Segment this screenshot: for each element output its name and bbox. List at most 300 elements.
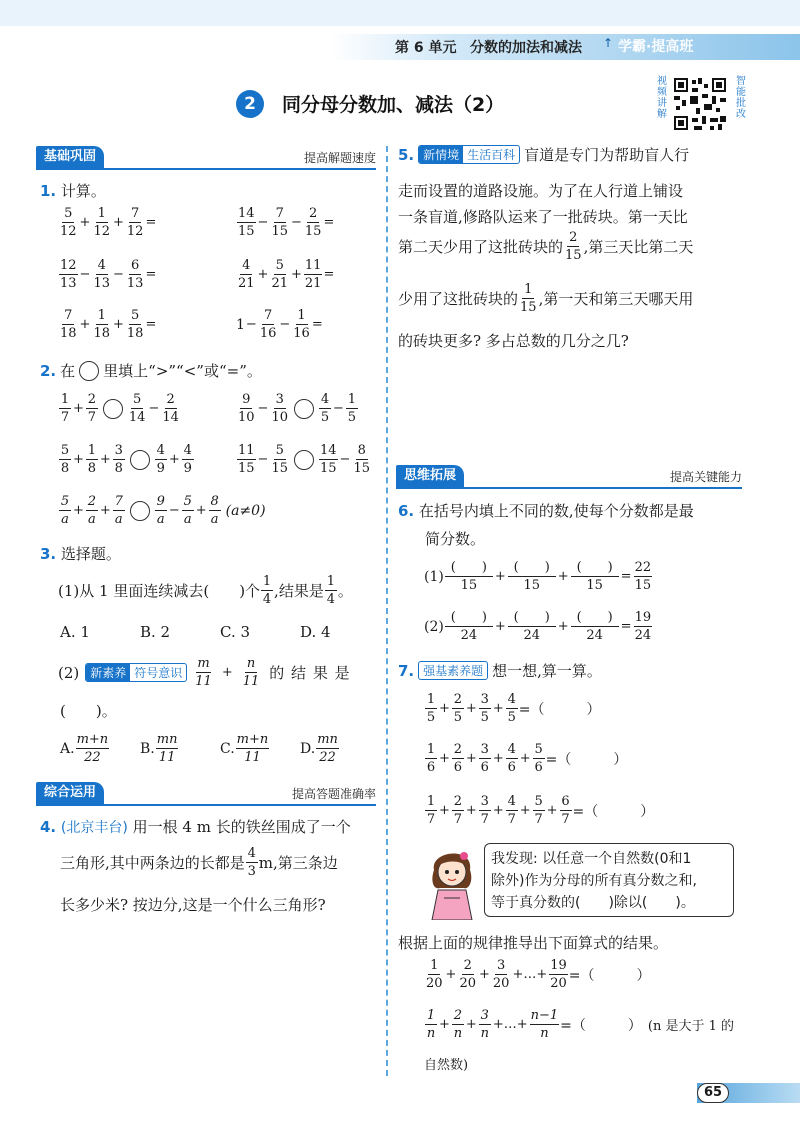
compare-circle[interactable] xyxy=(294,450,314,470)
numerator: 1 xyxy=(426,692,436,707)
answer-blank[interactable]: =（ ） xyxy=(518,701,601,718)
numerator: 14 xyxy=(320,443,337,458)
fraction xyxy=(126,258,145,291)
equals-sign: = xyxy=(311,317,323,332)
denominator: 20 xyxy=(550,976,567,991)
fraction[interactable] xyxy=(445,560,493,593)
q3-p2-option[interactable] xyxy=(140,732,179,765)
q1-text: 计算。 xyxy=(60,182,106,200)
q5-line1-text: 盲道是专门为帮助盲人行 xyxy=(524,146,690,164)
numerator: n−1 xyxy=(530,1008,559,1023)
q7-derive: 根据上面的规律推导出下面算式的结果。 xyxy=(398,934,669,952)
fraction xyxy=(237,258,256,291)
q2-comparison xyxy=(58,392,181,425)
q3-p2-option[interactable] xyxy=(220,732,270,765)
denominator: 9 xyxy=(183,461,192,476)
operator: − xyxy=(113,267,124,282)
denominator: 11 xyxy=(244,750,261,765)
answer-blank[interactable]: =（ ） xyxy=(545,751,628,768)
row-label: (2) xyxy=(424,618,444,635)
denominator: n xyxy=(426,1026,436,1041)
operator: + xyxy=(73,452,84,467)
numerator: 2 xyxy=(166,392,175,407)
denominator: 15 xyxy=(353,461,370,476)
fraction xyxy=(319,392,331,425)
operator: + xyxy=(492,701,504,716)
numerator: 2 xyxy=(87,494,97,509)
denominator: 14 xyxy=(162,410,179,425)
operator: + xyxy=(494,569,506,584)
denominator: 18 xyxy=(93,326,110,341)
fraction xyxy=(304,206,323,239)
operator: − xyxy=(148,401,160,416)
q3-p1-end: 。 xyxy=(337,582,353,600)
fraction xyxy=(533,742,545,775)
numerator: 1 xyxy=(426,794,436,809)
numerator: 5 xyxy=(133,392,142,407)
fraction xyxy=(92,308,111,341)
fraction xyxy=(156,732,179,765)
denominator: 10 xyxy=(238,410,255,425)
numerator: 5 xyxy=(534,742,543,757)
fraction xyxy=(59,258,78,291)
q1-expression xyxy=(236,308,343,341)
fraction xyxy=(86,392,98,425)
fraction xyxy=(492,958,511,991)
fraction[interactable] xyxy=(445,610,493,643)
denominator: n xyxy=(480,1026,489,1041)
numerator: 9 xyxy=(156,494,165,509)
numerator: 5 xyxy=(534,794,543,809)
denominator: 15 xyxy=(271,224,288,239)
numerator: m+n xyxy=(76,732,109,747)
denominator: 20 xyxy=(492,976,510,991)
q2-comparison xyxy=(58,494,266,527)
unit-topic: 分数的加法和减法 xyxy=(470,40,582,56)
q3-p2-op: + xyxy=(221,665,233,680)
section-basic xyxy=(36,146,376,168)
section-applied xyxy=(36,782,376,804)
compare-circle[interactable] xyxy=(130,450,150,470)
operator: − xyxy=(339,452,351,467)
page-number: 65 xyxy=(697,1083,729,1103)
q5-line4 xyxy=(398,230,693,263)
answer-blank[interactable]: =（ ） xyxy=(568,967,651,984)
denominator: 8 xyxy=(114,461,123,476)
denominator: 15 xyxy=(634,578,652,593)
fraction xyxy=(126,206,145,239)
operator: + xyxy=(465,1017,477,1032)
fraction xyxy=(59,308,78,341)
discovery-line3[interactable]: 等于真分数的( )除以( )。 xyxy=(491,895,695,911)
section-applied-note: 提高答题准确率 xyxy=(291,787,376,801)
q3-number: 3. xyxy=(40,545,57,563)
denominator: 15 xyxy=(238,224,255,239)
denominator: 22 xyxy=(319,750,336,765)
fraction xyxy=(292,308,311,341)
top-band xyxy=(0,0,800,26)
fraction xyxy=(304,258,323,291)
numerator: 4 xyxy=(507,742,516,757)
q3-p2-post: 的 结 果 是 xyxy=(269,664,351,682)
discovery-box xyxy=(484,843,734,917)
numerator: 2 xyxy=(453,1008,463,1023)
fraction xyxy=(59,494,71,527)
operator: = xyxy=(620,619,632,634)
section-applied-line xyxy=(36,804,376,806)
q3-p2-frac2: $\frac{n}{11}$ xyxy=(242,656,260,689)
qr-code-icon[interactable] xyxy=(672,76,728,132)
unit-label: 第 6 单元 xyxy=(395,40,457,56)
fraction xyxy=(634,610,653,643)
q2-comparison xyxy=(236,392,359,425)
denominator: a xyxy=(114,512,123,527)
numerator: 1 xyxy=(87,443,97,458)
denominator: 18 xyxy=(60,326,77,341)
fraction xyxy=(425,1008,437,1041)
numerator: 3 xyxy=(114,443,123,458)
numerator: 9 xyxy=(242,392,251,407)
numerator: 5 xyxy=(275,443,284,458)
q2-text-after: 里填上“>”“<”或“=”。 xyxy=(103,362,262,380)
equals-sign: = xyxy=(323,215,335,230)
fraction[interactable] xyxy=(508,560,556,593)
fraction xyxy=(270,206,289,239)
denominator: 6 xyxy=(534,760,543,775)
q5-line4-pre: 第二天少用了这批砖块的 xyxy=(398,238,564,256)
operator: + xyxy=(492,803,504,818)
fraction[interactable] xyxy=(571,560,619,593)
operator: + xyxy=(465,701,477,716)
operator: + xyxy=(439,1017,450,1032)
q6-row xyxy=(424,560,653,593)
numerator: mn xyxy=(317,732,338,747)
operator: + xyxy=(73,401,84,416)
numerator: 2 xyxy=(463,958,472,973)
fraction xyxy=(76,732,110,765)
q3-p2-pre: (2) xyxy=(58,663,80,682)
numerator: 4 xyxy=(183,443,192,458)
operator: + xyxy=(465,751,477,766)
numerator: ( ) xyxy=(445,610,493,627)
denominator: 5 xyxy=(320,410,330,425)
equals-sign: = xyxy=(145,317,157,332)
operator: + xyxy=(99,452,111,467)
numerator: ( ) xyxy=(571,560,619,577)
q7-row xyxy=(424,742,627,775)
condition-text: (a≠0) xyxy=(225,502,266,519)
compare-circle[interactable] xyxy=(294,399,314,419)
denominator: 12 xyxy=(60,224,77,239)
denominator: 7 xyxy=(426,812,436,827)
fraction xyxy=(549,958,568,991)
q3-p2-option[interactable] xyxy=(300,732,340,765)
numerator: 7 xyxy=(275,206,284,221)
numerator: 5 xyxy=(60,443,70,458)
denominator: 5 xyxy=(347,410,357,425)
q4-line2 xyxy=(60,846,338,879)
fraction xyxy=(634,560,653,593)
q3-p1-option-b[interactable]: B. 2 xyxy=(140,623,171,641)
q4-line2-post: m,第三条边 xyxy=(258,854,338,872)
numerator: 3 xyxy=(497,958,506,973)
fraction xyxy=(560,794,572,827)
fraction xyxy=(319,443,338,476)
fraction xyxy=(182,494,194,527)
q3-p1-option-c[interactable]: C. 3 xyxy=(220,623,251,641)
fraction xyxy=(452,794,464,827)
denominator: 15 xyxy=(320,461,337,476)
operator: − xyxy=(245,317,257,332)
denominator: 15 xyxy=(460,578,478,593)
denominator: 21 xyxy=(271,276,288,291)
fraction xyxy=(237,443,256,476)
q2-number: 2. xyxy=(40,361,57,380)
fraction xyxy=(59,206,78,239)
section-extend-line xyxy=(396,487,742,489)
section-basic-tag: 基础巩固 xyxy=(36,146,104,168)
fraction xyxy=(59,392,71,425)
denominator: a xyxy=(88,512,96,527)
numerator: mn xyxy=(156,732,178,747)
numerator: 11 xyxy=(304,258,322,273)
denominator: 9 xyxy=(156,461,165,476)
fraction xyxy=(479,1008,491,1041)
discovery-line1: 我发现: 以任意一个自然数(0和1 xyxy=(491,851,692,867)
q2-comparison xyxy=(236,443,372,476)
operator: − xyxy=(257,215,269,230)
denominator: 13 xyxy=(60,276,77,291)
q4-line1 xyxy=(40,816,351,837)
qr-left-label: 视频讲解 xyxy=(657,76,667,120)
fraction xyxy=(237,392,256,425)
q1-expression xyxy=(236,258,354,291)
numerator: 14 xyxy=(238,206,255,221)
numerator: 7 xyxy=(263,308,273,323)
numerator: 3 xyxy=(480,794,489,809)
q6-line1 xyxy=(398,500,694,521)
numerator: 1 xyxy=(297,308,306,323)
fraction xyxy=(479,692,491,725)
operator: + xyxy=(79,317,91,332)
numerator: 2 xyxy=(453,742,463,757)
compare-circle[interactable] xyxy=(103,399,123,419)
fraction xyxy=(92,206,111,239)
condition-text: (n 是大于 1 的 xyxy=(647,1019,735,1034)
numerator: 5 xyxy=(183,494,192,509)
operator: + xyxy=(492,751,504,766)
lesson-title: 同分母分数加、减法（2） xyxy=(282,94,505,116)
q4-line3: 长多少米? 按边分,这是一个什么三角形? xyxy=(60,896,326,914)
fraction[interactable] xyxy=(571,610,619,643)
q5-line5-pre: 少用了这批砖块的 xyxy=(398,290,519,308)
denominator: 15 xyxy=(304,224,322,239)
discovery-line2: 除外)作为分母的所有真分数之和, xyxy=(491,873,697,889)
q5-line6: 的砖块更多? 多占总数的几分之几? xyxy=(398,332,629,350)
fraction xyxy=(182,443,194,476)
denominator: 6 xyxy=(480,760,489,775)
fraction xyxy=(92,258,111,291)
lesson-number-badge: 2 xyxy=(236,90,264,118)
numerator: ( ) xyxy=(508,560,556,577)
section-extend-tag: 思维拓展 xyxy=(396,465,464,487)
q3-text: 选择题。 xyxy=(60,545,121,563)
fraction xyxy=(352,443,371,476)
operator: + xyxy=(557,569,569,584)
fraction xyxy=(270,443,289,476)
operator: + xyxy=(79,215,91,230)
denominator: 5 xyxy=(453,710,463,725)
q5-line2: 走而设置的道路设施。为了在人行道上铺设 xyxy=(398,182,684,200)
fraction xyxy=(316,732,339,765)
denominator: 7 xyxy=(87,410,97,425)
fraction xyxy=(479,794,491,827)
denominator: 7 xyxy=(60,410,70,425)
numerator: 2 xyxy=(453,692,463,707)
q7-row xyxy=(424,692,600,725)
numerator: ( ) xyxy=(445,560,493,577)
q7-tag: 强基素养题 xyxy=(418,661,488,680)
denominator: 22 xyxy=(84,750,101,765)
numerator: 19 xyxy=(550,958,567,973)
denominator: 7 xyxy=(480,812,489,827)
denominator: 21 xyxy=(238,276,255,291)
numerator: 7 xyxy=(131,206,140,221)
q5-frac1: 2 15 xyxy=(565,230,582,263)
q5-tag: 新情境 生活百科 xyxy=(418,145,520,164)
denominator: 5 xyxy=(480,710,489,725)
numerator: 6 xyxy=(561,794,570,809)
operator: − xyxy=(168,503,180,518)
equals-sign: = xyxy=(323,267,335,282)
operator: + xyxy=(519,803,531,818)
q5-line3: 一条盲道,修路队运来了一批砖块。第一天比 xyxy=(398,208,688,226)
fraction xyxy=(155,494,167,527)
fraction xyxy=(452,692,464,725)
q3-p1-option-a[interactable]: A. 1 xyxy=(60,623,90,641)
denominator: 24 xyxy=(634,628,652,643)
numerator: 11 xyxy=(238,443,255,458)
numerator: 6 xyxy=(131,258,140,273)
fraction xyxy=(452,1008,464,1041)
equals-sign: = xyxy=(145,215,157,230)
fraction xyxy=(161,392,180,425)
q4-source: (北京丰台) xyxy=(60,820,128,836)
operator: + xyxy=(168,452,180,467)
fraction xyxy=(237,206,256,239)
fraction xyxy=(270,258,289,291)
operator: + xyxy=(439,751,450,766)
q5-line4-post: ,第三天比第二天 xyxy=(583,238,694,256)
q1-expression xyxy=(236,206,354,239)
numerator: 12 xyxy=(60,258,77,273)
lead-number: 1 xyxy=(236,316,245,333)
denominator: a xyxy=(183,512,192,527)
q1-number: 1. xyxy=(40,182,57,200)
fraction xyxy=(236,732,270,765)
denominator: 6 xyxy=(426,760,436,775)
operator: − xyxy=(79,267,91,282)
q7-heading xyxy=(398,660,602,681)
fraction xyxy=(113,494,125,527)
numerator: 2 xyxy=(309,206,318,221)
q3-p1-option-d[interactable]: D. 4 xyxy=(300,623,331,641)
denominator: 16 xyxy=(259,326,277,341)
q3-part2 xyxy=(58,656,351,689)
denominator: 16 xyxy=(293,326,310,341)
compare-circle[interactable] xyxy=(130,501,150,521)
fraction xyxy=(346,392,358,425)
denominator: 7 xyxy=(561,812,570,827)
q5-frac2: 1 15 xyxy=(520,282,537,315)
fraction[interactable] xyxy=(508,610,556,643)
denominator: a xyxy=(210,512,219,527)
operator: + xyxy=(519,751,531,766)
numerator: 5 xyxy=(275,258,284,273)
q3-p1-pre: (1)从 1 里面连续减去( xyxy=(58,582,210,600)
q5-number: 5. xyxy=(398,145,415,164)
q6-number: 6. xyxy=(398,502,415,520)
numerator: 5 xyxy=(131,308,140,323)
operator: + xyxy=(479,967,490,982)
denominator: n xyxy=(453,1026,463,1041)
operator: + xyxy=(439,803,450,818)
numerator: 5 xyxy=(64,206,73,221)
q2-comparison xyxy=(58,443,195,476)
q6-row xyxy=(424,610,653,643)
denominator: 12 xyxy=(126,224,144,239)
operator: + xyxy=(257,267,269,282)
numerator: 4 xyxy=(156,443,165,458)
q2-text-before: 在 xyxy=(60,362,76,380)
q3-p1-frac1: 1 4 xyxy=(262,574,272,607)
numerator: 1 xyxy=(97,206,106,221)
q7-condition-line2: 自然数) xyxy=(424,1058,469,1073)
q4-line2-pre: 三角形,其中两条边的长都是 xyxy=(60,854,245,872)
q3-p2-blank[interactable]: ( )。 xyxy=(60,702,117,720)
q3-heading xyxy=(40,543,121,564)
answer-blank[interactable]: =（ ） xyxy=(560,1017,642,1034)
numerator: 5 xyxy=(60,494,70,509)
numerator: 4 xyxy=(507,794,516,809)
arrow-up-icon: ↑ xyxy=(603,36,614,50)
section-basic-line xyxy=(36,168,376,170)
numerator: 7 xyxy=(64,308,73,323)
q4-frac: 4 3 xyxy=(247,846,256,879)
operator: + xyxy=(99,503,111,518)
q1-expression xyxy=(58,258,176,291)
qr-right-label: 智能批改 xyxy=(736,76,746,120)
fraction xyxy=(506,794,518,827)
denominator: 5 xyxy=(426,710,436,725)
fraction xyxy=(506,692,518,725)
equals-sign: = xyxy=(145,267,157,282)
numerator: 3 xyxy=(480,742,489,757)
denominator: 20 xyxy=(426,976,443,991)
girl-illustration-icon xyxy=(424,840,480,920)
operator: + xyxy=(291,267,302,282)
denominator: 21 xyxy=(304,276,322,291)
denominator: 13 xyxy=(126,276,144,291)
numerator: 4 xyxy=(97,258,106,273)
fraction xyxy=(530,1008,560,1041)
answer-blank[interactable]: =（ ） xyxy=(572,803,655,820)
compare-circle-icon xyxy=(79,361,99,381)
q3-p2-option[interactable] xyxy=(60,732,110,765)
numerator: 4 xyxy=(320,392,330,407)
numerator: 3 xyxy=(275,392,284,407)
numerator: 1 xyxy=(347,392,357,407)
